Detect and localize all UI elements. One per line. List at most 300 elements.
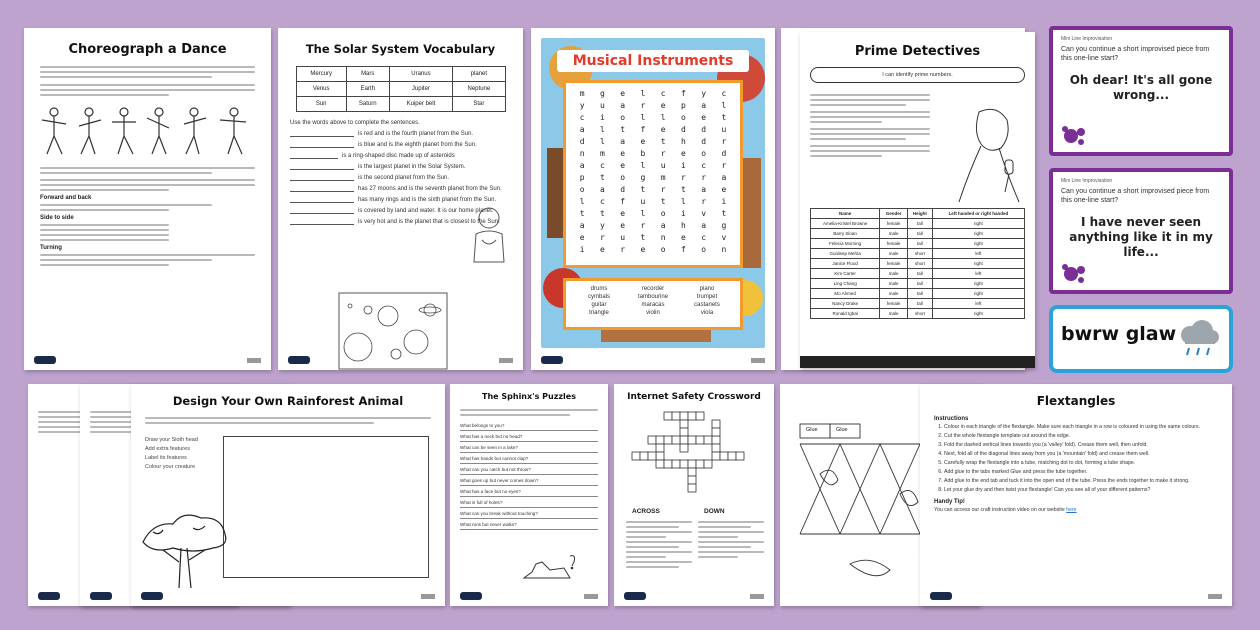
wordsearch-letter[interactable]: p: [579, 173, 585, 182]
wordsearch-letter[interactable]: t: [721, 113, 727, 122]
wordsearch-letter[interactable]: v: [701, 209, 707, 218]
rainforest-step: Colour your creature: [145, 464, 196, 470]
table-cell: female: [880, 239, 908, 249]
down-label: DOWN: [704, 508, 725, 515]
table-row: [811, 299, 1025, 309]
wordsearch-letter[interactable]: a: [701, 101, 707, 110]
glue-tab-label: Glue: [836, 427, 848, 433]
wordsearch-letter[interactable]: l: [640, 89, 646, 98]
wordsearch-letter[interactable]: h: [680, 221, 686, 230]
wordsearch-letter[interactable]: a: [660, 221, 666, 230]
sphinx-question-list: [450, 419, 608, 530]
wordsearch-letter[interactable]: t: [660, 197, 666, 206]
wordsearch-letter[interactable]: n: [721, 245, 727, 254]
wordsearch-letter[interactable]: h: [680, 137, 686, 146]
answer-line[interactable]: [460, 472, 598, 475]
rainforest-sheet: [131, 384, 445, 606]
wordsearch-letter[interactable]: e: [701, 113, 707, 122]
word-list-item: drums: [590, 286, 608, 292]
wordsearch-letter[interactable]: c: [701, 233, 707, 242]
wordsearch-letter[interactable]: c: [599, 161, 605, 170]
wordsearch-panel: [563, 80, 743, 268]
instruction-step: 4. Next, fold all of the diagonal lines away from you (a 'mountain' fold) and crease them well.: [944, 451, 1218, 458]
card-question: Can you continue a short improvised piece from this one-line start?: [1061, 188, 1210, 205]
column-header: Gender: [880, 209, 908, 219]
sphinx-sheet: [450, 384, 608, 606]
table-row: [296, 97, 505, 112]
table-cell: tall: [907, 219, 932, 229]
footer-mark: [421, 594, 435, 599]
footer-mark: [751, 358, 765, 363]
wordsearch-letter[interactable]: c: [579, 113, 585, 122]
wordsearch-letter[interactable]: m: [660, 173, 666, 182]
answer-line[interactable]: [460, 461, 598, 464]
wordsearch-letter[interactable]: l: [599, 125, 605, 134]
sentence-text: is covered by land and water. It is our home planet.: [358, 208, 494, 214]
crossword-sheet: [614, 384, 774, 606]
card-quote: I have never seen anything like it in my life...: [1069, 215, 1213, 260]
list-item: [460, 423, 598, 431]
wordsearch-letter[interactable]: u: [599, 101, 605, 110]
wordsearch-letter[interactable]: o: [701, 149, 707, 158]
table-cell: left: [932, 249, 1024, 259]
footer-logo: [38, 592, 60, 600]
wordsearch-letter[interactable]: c: [701, 161, 707, 170]
card-question: Can you continue a short improvised piece from this one-line start?: [1061, 46, 1210, 63]
table-cell: right: [932, 219, 1024, 229]
wordsearch-letter[interactable]: a: [579, 161, 585, 170]
wordsearch-letter[interactable]: l: [680, 197, 686, 206]
table-header-row: [811, 209, 1025, 219]
wordsearch-letter[interactable]: l: [660, 113, 666, 122]
table-cell: male: [880, 289, 908, 299]
wordsearch-letter[interactable]: r: [640, 221, 646, 230]
wordsearch-letter[interactable]: e: [599, 245, 605, 254]
wordsearch-letter[interactable]: r: [599, 233, 605, 242]
wordsearch-letter[interactable]: t: [680, 185, 686, 194]
wordsearch-letter[interactable]: e: [640, 137, 646, 146]
table-cell: short: [907, 249, 932, 259]
answer-line[interactable]: [460, 516, 598, 519]
table-cell: female: [880, 259, 908, 269]
tip-text: You can access our craft instruction video on our website: [934, 507, 1065, 514]
table-cell: tall: [907, 299, 932, 309]
wordsearch-letter[interactable]: d: [620, 185, 626, 194]
table-cell: right: [932, 239, 1024, 249]
wordsearch-letter[interactable]: o: [579, 185, 585, 194]
table-cell: short: [907, 259, 932, 269]
across-label: ACROSS: [632, 508, 660, 515]
table-row: [811, 269, 1025, 279]
table-row: [811, 259, 1025, 269]
rain-cloud-icon: [1175, 319, 1221, 359]
footer-mark: [584, 594, 598, 599]
wordsearch-letter[interactable]: n: [579, 149, 585, 158]
puzzle-question: What has a neck but no head?: [460, 434, 523, 439]
wordsearch-letter[interactable]: p: [680, 101, 686, 110]
wordsearch-letter[interactable]: f: [640, 125, 646, 134]
table-cell: right: [932, 289, 1024, 299]
wordsearch-letter[interactable]: a: [599, 185, 605, 194]
table-cell: Janice Flood: [811, 259, 880, 269]
footer-mark: [499, 358, 513, 363]
tip-link[interactable]: here: [1066, 507, 1077, 514]
table-cell: tall: [907, 279, 932, 289]
sentence-text: is the largest planet in the Solar System.: [358, 164, 466, 170]
sentence-text: has many rings and is the sixth planet from the Sun.: [358, 197, 497, 203]
solar-instruction: Use the words above to complete the sentences.: [290, 120, 420, 126]
wordsearch-letter[interactable]: l: [579, 197, 585, 206]
list-item: [290, 164, 511, 170]
table-cell: Kim Carter: [811, 269, 880, 279]
wordsearch-letter[interactable]: a: [721, 173, 727, 182]
vocab-cell: Neptune: [453, 82, 505, 97]
wordsearch-letter[interactable]: i: [721, 197, 727, 206]
wordsearch-letter[interactable]: u: [640, 197, 646, 206]
wordsearch-letter[interactable]: r: [701, 197, 707, 206]
answer-line[interactable]: [460, 450, 598, 453]
musical-title-banner: [557, 50, 749, 72]
table-cell: male: [880, 279, 908, 289]
vocab-cell: Mercury: [296, 67, 346, 82]
table-cell: right: [932, 229, 1024, 239]
planets-drawing: [338, 292, 448, 370]
sentence-text: is red and is the fourth planet from the Sun.: [358, 131, 474, 137]
rainforest-step: Draw your Sloth head: [145, 437, 198, 443]
wordsearch-letter[interactable]: c: [660, 89, 666, 98]
footer-logo: [90, 592, 112, 600]
solar-system-title: The Solar System Vocabulary: [305, 42, 496, 56]
list-item: [460, 434, 598, 442]
wordsearch-letter[interactable]: t: [599, 209, 605, 218]
wordsearch-letter[interactable]: g: [640, 173, 646, 182]
flextangles-sheet: [920, 384, 1232, 606]
suspects-table: [810, 208, 1025, 319]
wordsearch-letter[interactable]: i: [579, 245, 585, 254]
instruction-step: 1. Colour in each triangle of the flextangle. Make sure each triangle in a row is coloured in using the same colours.: [944, 424, 1218, 431]
improv-card-2: [1049, 168, 1233, 294]
wordsearch-letter[interactable]: y: [599, 221, 605, 230]
card-quote: Oh dear! It's all gone wrong...: [1069, 73, 1213, 103]
table-cell: Nancy Drake: [811, 299, 880, 309]
table-cell: Mo Ahmed: [811, 289, 880, 299]
wordsearch-letter[interactable]: u: [721, 125, 727, 134]
wordsearch-letter[interactable]: a: [620, 101, 626, 110]
wordsearch-letter[interactable]: l: [640, 209, 646, 218]
crossword-grid[interactable]: [624, 408, 764, 500]
wordsearch-letter[interactable]: t: [640, 233, 646, 242]
sentence-text: is the second planet from the Sun.: [358, 175, 450, 181]
puzzle-question: What is full of holes?: [460, 500, 503, 505]
objective-text: I can identify prime numbers.: [882, 72, 953, 78]
improv-card-1: [1049, 26, 1233, 156]
list-item: [460, 478, 598, 486]
table-cell: Barry Sloan: [811, 229, 880, 239]
table-cell: tall: [907, 229, 932, 239]
list-item: [460, 500, 598, 508]
answer-line[interactable]: [460, 505, 598, 508]
wordsearch-letter[interactable]: n: [660, 233, 666, 242]
drawing-box[interactable]: [223, 436, 429, 578]
wordsearch-letter[interactable]: l: [640, 161, 646, 170]
wordsearch-letter[interactable]: d: [579, 137, 585, 146]
table-cell: right: [932, 279, 1024, 289]
wordsearch-letter[interactable]: o: [620, 113, 626, 122]
wordsearch-letter[interactable]: c: [599, 197, 605, 206]
choreograph-sheet: [24, 28, 271, 370]
vocab-cell: Mars: [346, 67, 389, 82]
sphinx-illustration: [520, 552, 580, 582]
wordsearch-letter[interactable]: r: [620, 245, 626, 254]
wordsearch-letter[interactable]: b: [640, 149, 646, 158]
musical-title: Musical Instruments: [572, 53, 734, 69]
word-list-item: cymbals: [587, 294, 610, 300]
footer-logo: [541, 356, 563, 364]
instruction-step: 6. Add glue to the tabs marked Glue and press the tube together.: [944, 469, 1218, 476]
instructions-heading: Instructions: [934, 416, 969, 422]
wordsearch-letter[interactable]: c: [721, 89, 727, 98]
wordsearch-letter[interactable]: e: [721, 185, 727, 194]
wordsearch-letter[interactable]: e: [620, 221, 626, 230]
instruction-step: 3. Fold the dashed vertical lines towards you (a 'valley' fold). Crease them well, then unfold.: [944, 442, 1218, 449]
table-cell: Ronald Igbal: [811, 309, 880, 319]
wordsearch-letter[interactable]: y: [579, 101, 585, 110]
word-list-item: triangle: [589, 310, 609, 316]
instruction-step: 5. Carefully wrap the flextangle into a tube, matching dot to dot, forming a tube shape.: [944, 460, 1218, 467]
footer-logo: [930, 592, 952, 600]
card-label: Mini Line Improvisation: [1061, 178, 1113, 184]
wordsearch-letter[interactable]: f: [680, 89, 686, 98]
answer-line[interactable]: [460, 483, 598, 486]
list-item: [290, 131, 511, 137]
section-side-to-side: Side to side: [40, 215, 74, 221]
wordsearch-letter[interactable]: e: [579, 233, 585, 242]
footer-logo: [288, 356, 310, 364]
wordsearch-letter[interactable]: i: [599, 113, 605, 122]
vocab-cell: Uranus: [389, 67, 453, 82]
wordsearch-letter[interactable]: g: [599, 89, 605, 98]
wordsearch-letter[interactable]: d: [680, 125, 686, 134]
word-list-item: guitar: [591, 302, 607, 308]
answer-line[interactable]: [460, 439, 598, 442]
table-cell: female: [880, 299, 908, 309]
column-header: Left handed or right handed: [932, 209, 1024, 219]
wordsearch-letter[interactable]: i: [680, 209, 686, 218]
puzzle-question: What can you break without touching?: [460, 511, 538, 516]
list-item: [290, 197, 511, 203]
table-row: [811, 279, 1025, 289]
wordsearch-letter[interactable]: r: [701, 173, 707, 182]
list-item: [290, 153, 511, 159]
table-cell: Gurdeep Mehta: [811, 249, 880, 259]
wordsearch-letter[interactable]: m: [599, 149, 605, 158]
vocab-cell: Sun: [296, 97, 346, 112]
table-cell: Ling Chang: [811, 279, 880, 289]
wordsearch-letter[interactable]: t: [599, 173, 605, 182]
wordsearch-letter[interactable]: m: [579, 89, 585, 98]
wordsearch-letter[interactable]: a: [579, 125, 585, 134]
table-row: [296, 82, 505, 97]
table-cell: right: [932, 259, 1024, 269]
wordsearch-letter[interactable]: o: [620, 173, 626, 182]
wordsearch-letter[interactable]: l: [599, 137, 605, 146]
footer-logo: [460, 592, 482, 600]
answer-line[interactable]: [460, 527, 598, 530]
list-item: [460, 456, 598, 464]
welsh-word: bwrw glaw: [1061, 323, 1177, 345]
vocab-cell: Kuiper belt: [389, 97, 453, 112]
wordsearch-letter[interactable]: t: [620, 125, 626, 134]
puzzle-question: What belongs to you?: [460, 423, 505, 428]
vocabulary-table: [296, 66, 506, 112]
word-list-item: piano: [699, 286, 715, 292]
table-cell: left: [932, 299, 1024, 309]
table-cell: Felecia Morning: [811, 239, 880, 249]
table-cell: tall: [907, 289, 932, 299]
flextangle-steps: [934, 424, 1218, 494]
wordsearch-letter[interactable]: d: [721, 149, 727, 158]
wordsearch-letter[interactable]: t: [721, 209, 727, 218]
child-thinking-illustration: [464, 204, 514, 274]
puzzle-question: What has a face but no eyes?: [460, 489, 521, 494]
sentence-text: is blue and is the eighth planet from the Sun.: [358, 142, 477, 148]
word-list-item: trumpet: [696, 294, 718, 300]
list-item: [460, 489, 598, 497]
musical-instruments-sheet: [531, 28, 775, 370]
wordsearch-letter[interactable]: y: [701, 89, 707, 98]
table-cell: male: [880, 229, 908, 239]
vocab-cell: Star: [453, 97, 505, 112]
wordsearch-letter[interactable]: e: [620, 209, 626, 218]
instruction-step: 8. Let your glue dry and then twist your flextangle! Can you see all of your different patterns?: [944, 487, 1218, 494]
wordsearch-letter[interactable]: r: [680, 173, 686, 182]
singer-illustration: [949, 102, 1029, 212]
wordsearch-letter[interactable]: a: [701, 221, 707, 230]
rainforest-step: Label its features: [145, 455, 187, 461]
wordsearch-letter[interactable]: e: [620, 161, 626, 170]
wordsearch-letter[interactable]: a: [620, 137, 626, 146]
footer-logo: [624, 592, 646, 600]
wordsearch-letter[interactable]: a: [701, 185, 707, 194]
tip-heading: Handy Tip!: [934, 499, 965, 506]
prime-footer-bar: [800, 356, 1035, 368]
wordsearch-letter[interactable]: t: [660, 137, 666, 146]
musical-background: [541, 38, 765, 348]
word-list-panel: [563, 278, 743, 330]
word-list: [574, 286, 732, 316]
wordsearch-letter[interactable]: e: [680, 233, 686, 242]
list-item: [290, 186, 511, 192]
table-row: [811, 289, 1025, 299]
list-item: [460, 522, 598, 530]
wordsearch-letter[interactable]: i: [680, 161, 686, 170]
wordsearch-letter[interactable]: r: [721, 137, 727, 146]
choreograph-title: Choreograph a Dance: [68, 42, 227, 57]
wordsearch-letter[interactable]: e: [640, 245, 646, 254]
list-item: [460, 467, 598, 475]
table-cell: tall: [907, 239, 932, 249]
vocab-cell: Saturn: [346, 97, 389, 112]
list-item: [460, 445, 598, 453]
instruction-step: 2. Cut the whole flextangle template out around the edge.: [944, 433, 1218, 440]
paint-splat-icon: [1059, 262, 1087, 284]
instruction-step: 7. Add glue to the end tab and tuck it into the open end of the tube. Press the ends together to make it strong.: [944, 478, 1218, 485]
column-header: Height: [907, 209, 932, 219]
section-turning: Turning: [40, 245, 62, 251]
wordsearch-letter[interactable]: l: [721, 101, 727, 110]
wordsearch-letter[interactable]: e: [620, 89, 626, 98]
wordsearch-letter[interactable]: v: [721, 233, 727, 242]
wordsearch-letter[interactable]: u: [620, 233, 626, 242]
word-list-item: maracas: [641, 302, 665, 308]
wordsearch-letter[interactable]: o: [680, 113, 686, 122]
vocab-cell: Earth: [346, 82, 389, 97]
wordsearch-letter[interactable]: e: [660, 125, 666, 134]
vocab-cell: Venus: [296, 82, 346, 97]
answer-line[interactable]: [460, 428, 598, 431]
sphinx-title: The Sphinx's Puzzles: [482, 392, 576, 401]
wordsearch-letter[interactable]: r: [640, 101, 646, 110]
wordsearch-letter[interactable]: e: [660, 101, 666, 110]
wordsearch-letter[interactable]: t: [579, 209, 585, 218]
section-forward-back: Forward and back: [40, 195, 92, 201]
wordsearch-letter[interactable]: r: [660, 185, 666, 194]
sentence-text: has 27 moons and is the seventh planet from the Sun.: [358, 186, 502, 192]
wordsearch-letter[interactable]: e: [620, 149, 626, 158]
wordsearch-letter[interactable]: r: [660, 149, 666, 158]
rainforest-step: Add extra features: [145, 446, 190, 452]
prime-title: Prime Detectives: [854, 44, 981, 59]
wordsearch-letter[interactable]: f: [680, 245, 686, 254]
dancers-illustration: [24, 100, 271, 160]
wordsearch-letter[interactable]: o: [660, 209, 666, 218]
word-list-item: viola: [700, 310, 714, 316]
welsh-weather-card: [1049, 305, 1233, 373]
wordsearch-letter[interactable]: d: [701, 125, 707, 134]
wordsearch-letter[interactable]: o: [660, 245, 666, 254]
wordsearch-letter[interactable]: e: [680, 149, 686, 158]
list-item: [460, 511, 598, 519]
table-cell: left: [932, 269, 1024, 279]
puzzle-question: What has hands but cannot clap?: [460, 456, 529, 461]
wordsearch-letter[interactable]: t: [640, 185, 646, 194]
wordsearch-letter[interactable]: a: [579, 221, 585, 230]
wordsearch-letter[interactable]: o: [701, 245, 707, 254]
wordsearch-letter[interactable]: f: [620, 197, 626, 206]
table-row: [811, 219, 1025, 229]
wordsearch-letter[interactable]: d: [701, 137, 707, 146]
answer-line[interactable]: [460, 494, 598, 497]
vocab-cell: planet: [453, 67, 505, 82]
table-row: [811, 249, 1025, 259]
vocab-cell: Jupiter: [389, 82, 453, 97]
wordsearch-grid: [574, 89, 732, 254]
puzzle-question: What can be seen in a lake?: [460, 445, 518, 450]
glue-tab-label: Glue: [806, 427, 818, 433]
wordsearch-letter[interactable]: l: [640, 113, 646, 122]
card-label: Mini Line Improvisation: [1061, 36, 1113, 42]
puzzle-question: What can you catch but not throw?: [460, 467, 531, 472]
word-list-item: castanets: [694, 302, 720, 308]
table-cell: tall: [907, 269, 932, 279]
wordsearch-letter[interactable]: g: [721, 221, 727, 230]
wordsearch-letter[interactable]: u: [660, 161, 666, 170]
word-list-item: recorder: [641, 286, 665, 292]
wordsearch-letter[interactable]: r: [721, 161, 727, 170]
footer-logo: [34, 356, 56, 364]
word-list-item: tambourine: [637, 294, 669, 300]
footer-mark: [750, 594, 764, 599]
